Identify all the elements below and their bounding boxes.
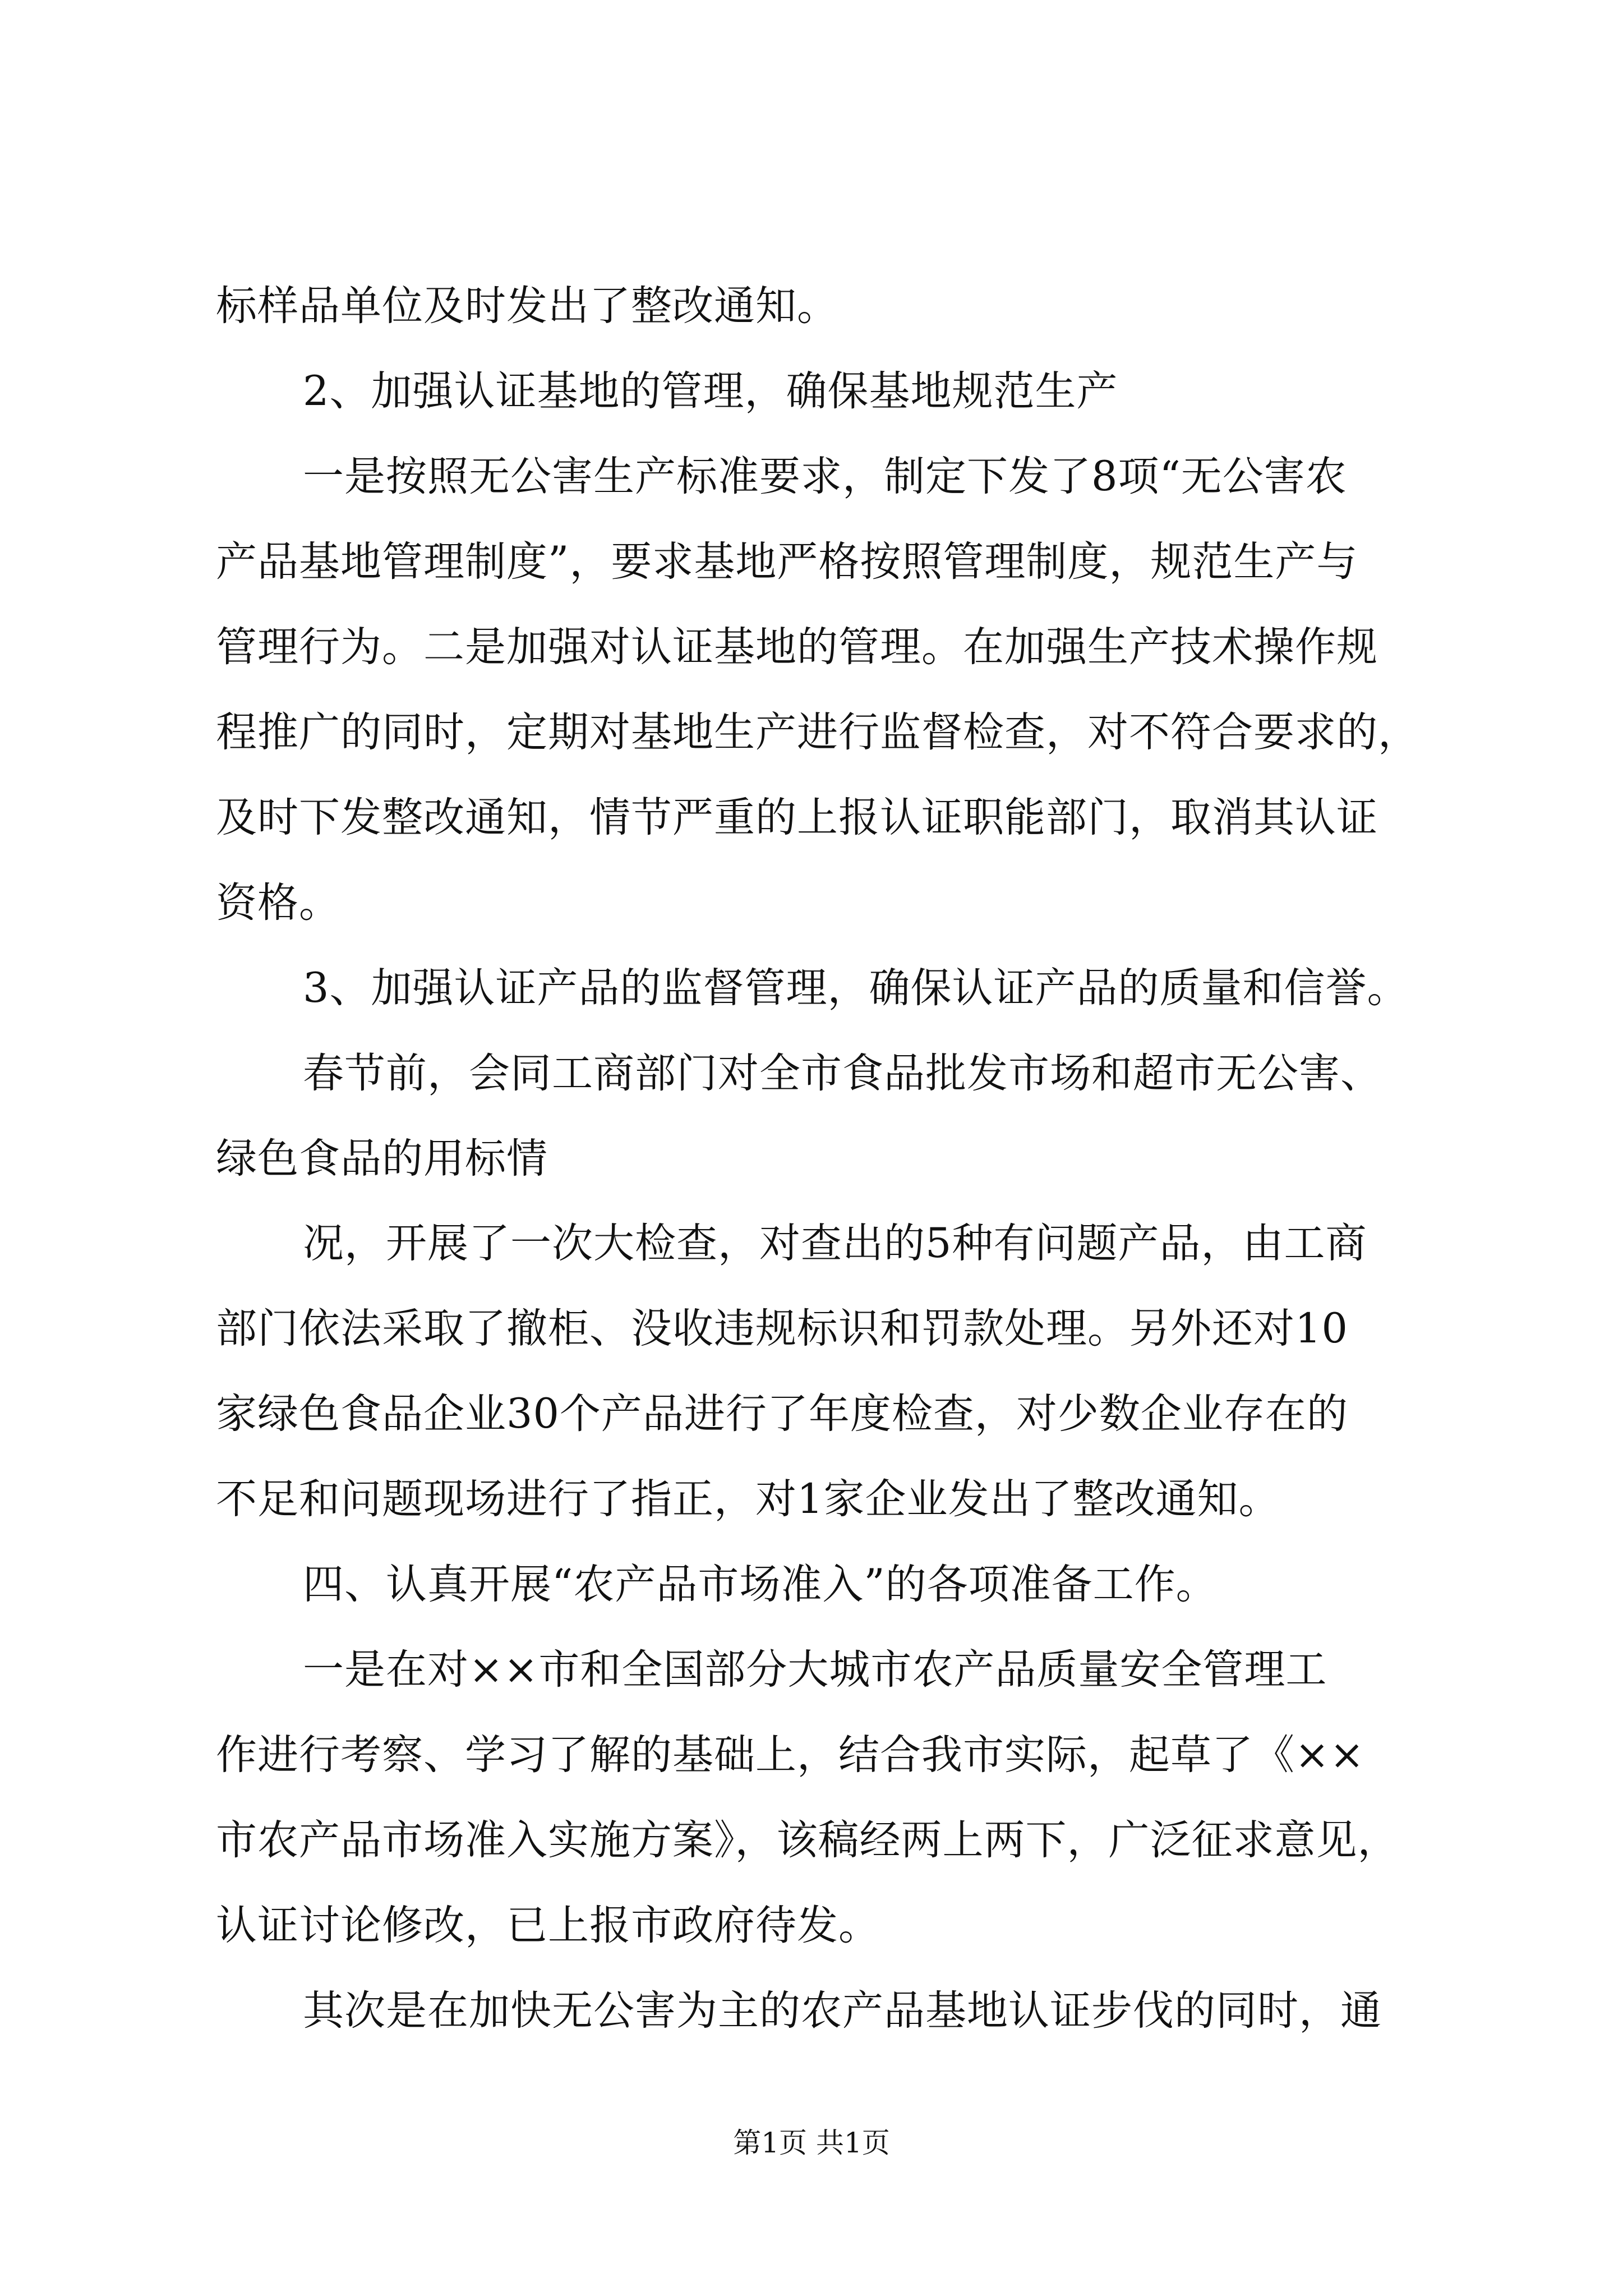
text-line: 其次是在加快无公害为主的农产品基地认证步伐的同时，通 [303, 1987, 1382, 2035]
text-line: 作进行考察、学习了解的基础上，结合我市实际，起草了《×× [216, 1731, 1365, 1779]
text-line: 一是按照无公害生产标准要求，制定下发了8项“无公害农 [303, 453, 1347, 500]
text-line: 一是在对××市和全国部分大城市农产品质量安全管理工 [303, 1646, 1327, 1694]
section-heading: 3、加强认证产品的监督管理，确保认证产品的质量和信誉。 [303, 964, 1409, 1012]
section-heading: 2、加强认证基地的管理，确保基地规范生产 [303, 367, 1118, 415]
text-line: 春节前，会同工商部门对全市食品批发市场和超市无公害、 [303, 1050, 1382, 1097]
text-line: 绿色食品的用标情 [216, 1135, 548, 1182]
text-line: 不足和问题现场进行了指正，对1家企业发出了整改通知。 [216, 1475, 1280, 1523]
text-line: 部门依法采取了撤柜、没收违规标识和罚款处理。另外还对10 [216, 1305, 1348, 1352]
text-line: 家绿色食品企业30个产品进行了年度检查，对少数企业存在的 [216, 1390, 1348, 1438]
text-line: 市农产品市场准入实施方案》，该稿经两上两下，广泛征求意见， [216, 1816, 1399, 1864]
text-line: 程推广的同时，定期对基地生产进行监督检查，对不符合要求的， [216, 708, 1419, 756]
text-line: 及时下发整改通知，情节严重的上报认证职能部门，取消其认证 [216, 794, 1378, 841]
text-line: 产品基地管理制度”，要求基地严格按照管理制度，规范生产与 [216, 538, 1358, 586]
text-line: 管理行为。二是加强对认证基地的管理。在加强生产技术操作规 [216, 623, 1378, 671]
text-line: 标样品单位及时发出了整改通知。 [216, 282, 838, 330]
text-line: 资格。 [216, 879, 340, 927]
page-footer: 第1页 共1页 [733, 2127, 890, 2159]
section-heading: 四、认真开展“农产品市场准入”的各项准备工作。 [303, 1561, 1218, 1608]
text-line: 况，开展了一次大检查，对查出的5种有问题产品，由工商 [303, 1220, 1367, 1267]
text-line: 认证讨论修改，已上报市政府待发。 [216, 1902, 880, 1949]
